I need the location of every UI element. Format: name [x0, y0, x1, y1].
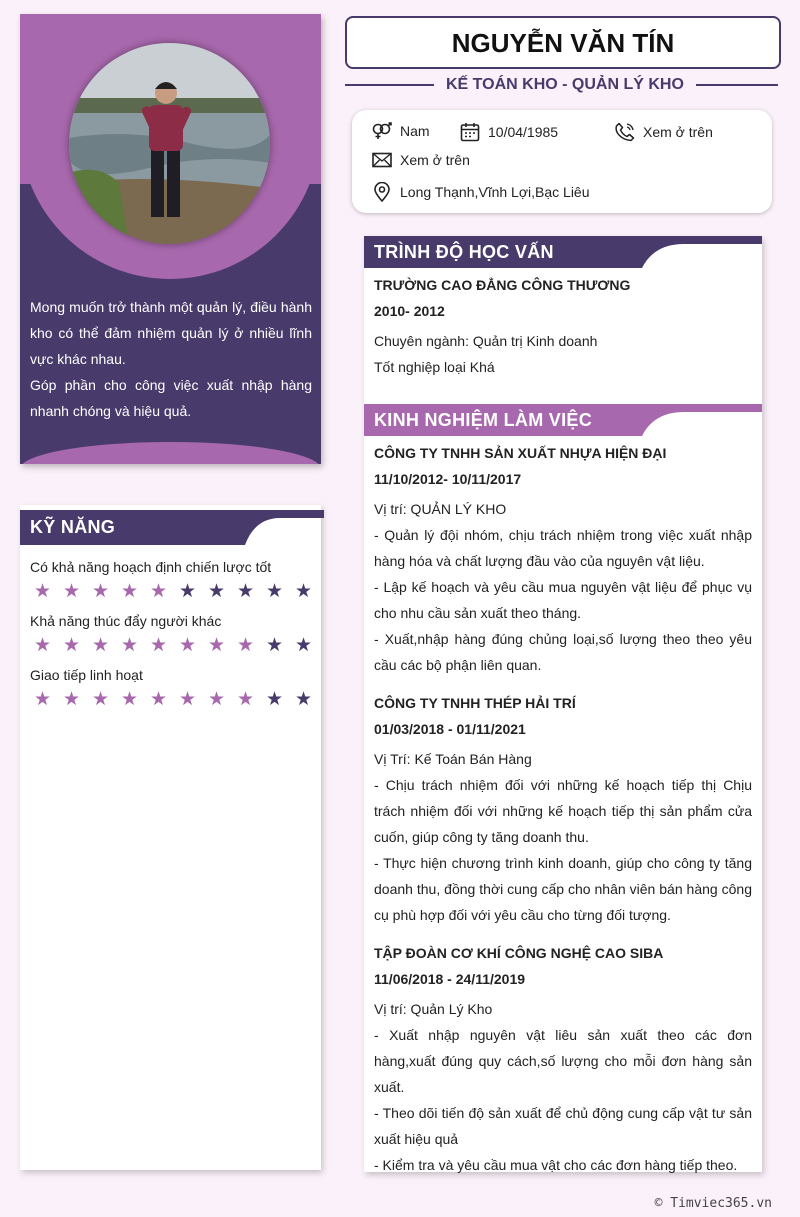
- star-filled-icon: ★: [236, 635, 255, 656]
- star-filled-icon: ★: [62, 635, 81, 656]
- star-filled-icon: ★: [91, 581, 110, 602]
- calendar-icon: [460, 122, 480, 142]
- address-row: [372, 182, 590, 202]
- objective-paragraph: Mong muốn trở thành một quản lý, điều hành kho có thể đảm nhiệm quản lý ở nhiều lĩnh vực khác nhau.: [30, 299, 312, 367]
- education-period: 2010- 2012: [374, 303, 445, 319]
- gender-icon: [372, 122, 392, 140]
- skill-item: [20, 667, 321, 712]
- star-empty-icon: ★: [294, 689, 313, 710]
- education-content: [364, 272, 762, 380]
- career-objective: [30, 294, 312, 424]
- profile-footer-bg: [20, 442, 321, 464]
- star-empty-icon: ★: [207, 581, 226, 602]
- star-filled-icon: ★: [207, 689, 226, 710]
- gender-value: Nam: [400, 123, 430, 139]
- star-filled-icon: ★: [149, 581, 168, 602]
- star-filled-icon: ★: [236, 689, 255, 710]
- star-empty-icon: ★: [178, 581, 197, 602]
- job-duty: - Thực hiện chương trình kinh doanh, giúp cho công ty tăng doanh thu, đồng thời cung cấp cho nhân viên bán hàng công cụ phù hợp đối với yêu cầu cho từng đối tượng.: [374, 855, 752, 923]
- star-filled-icon: ★: [149, 635, 168, 656]
- skill-item: [20, 559, 321, 604]
- star-filled-icon: ★: [120, 635, 139, 656]
- birthday-value: 10/04/1985: [488, 124, 559, 140]
- skill-rating: [28, 688, 321, 712]
- job-duty: - Xuất,nhập hàng đúng chủng loại,số lượng theo theo yêu cầu các bộ phận liên quan.: [374, 631, 752, 673]
- job-period: 01/03/2018 - 01/11/2021: [374, 721, 526, 737]
- star-filled-icon: ★: [91, 689, 110, 710]
- star-empty-icon: ★: [265, 581, 284, 602]
- company-name: TẬP ĐOÀN CƠ KHÍ CÔNG NGHỆ CAO SIBA: [374, 945, 664, 961]
- gender-row: [372, 122, 430, 140]
- job-duty: - Lập kế hoạch và yêu cầu mua nguyên vật liệu để phục vụ cho nhu cầu sản xuất theo tháng.: [374, 579, 752, 621]
- main-content-card: [364, 236, 762, 1172]
- email-icon: [372, 152, 392, 168]
- skill-item: [20, 613, 321, 658]
- job-duty: - Kiểm tra và yêu cầu mua vật cho các đơn hàng tiếp theo.: [374, 1157, 738, 1173]
- skills-header: [20, 510, 321, 545]
- experience-heading: KINH NGHIỆM LÀM VIỆC: [374, 410, 593, 430]
- star-empty-icon: ★: [294, 581, 313, 602]
- star-filled-icon: ★: [120, 581, 139, 602]
- experience-header: [364, 404, 762, 436]
- job-entry: [374, 690, 752, 928]
- location-pin-icon: [372, 182, 392, 202]
- job-title: KẾ TOÁN KHO - QUẢN LÝ KHO: [434, 74, 696, 96]
- education-heading: TRÌNH ĐỘ HỌC VẤN: [374, 242, 554, 262]
- skills-heading: KỸ NĂNG: [30, 517, 116, 537]
- star-filled-icon: ★: [149, 689, 168, 710]
- skill-name: Giao tiếp linh hoạt: [30, 667, 143, 683]
- phone-row: [615, 122, 713, 142]
- job-position: Vị trí: Quản Lý Kho: [374, 1001, 493, 1017]
- star-filled-icon: ★: [62, 581, 81, 602]
- star-filled-icon: ★: [178, 689, 197, 710]
- skill-name: Khả năng thúc đẩy người khác: [30, 613, 222, 629]
- phone-value: Xem ở trên: [643, 124, 713, 140]
- job-position: Vị Trí: Kế Toán Bán Hàng: [374, 751, 532, 767]
- star-filled-icon: ★: [33, 689, 52, 710]
- job-duty: - Xuất nhập nguyên vật liêu sản xuất theo các đơn hàng,xuất đúng quy cách,số lượng cho mỗi đơn hàng sản xuất.: [374, 1027, 752, 1095]
- job-duty: - Theo dõi tiến độ sản xuất để chủ động cung cấp vật tư sản xuất hiệu quả: [374, 1105, 752, 1147]
- education-header: [364, 236, 762, 268]
- education-detail: Chuyên ngành: Quản trị Kinh doanh: [374, 333, 598, 349]
- job-entry: [374, 440, 752, 678]
- address-value: Long Thạnh,Vĩnh Lợi,Bạc Liêu: [400, 184, 590, 200]
- job-period: 11/06/2018 - 24/11/2019: [374, 971, 526, 987]
- skill-name: Có khả năng hoạch định chiến lược tốt: [30, 559, 272, 575]
- phone-icon: [615, 122, 635, 142]
- star-empty-icon: ★: [294, 635, 313, 656]
- experience-list: [364, 440, 762, 1178]
- job-entry: [374, 940, 752, 1178]
- skills-list: [20, 559, 321, 712]
- job-duty: - Quản lý đội nhóm, chịu trách nhiệm trong việc xuất nhập hàng hóa và chất lượng đầu vào của nguyên vật liệu.: [374, 527, 752, 569]
- objective-paragraph: Góp phần cho công việc xuất nhập hàng nhanh chóng và hiệu quả.: [30, 377, 312, 419]
- profile-card: [20, 14, 321, 464]
- email-value: Xem ở trên: [400, 152, 470, 168]
- candidate-name: NGUYỄN VĂN TÍN: [345, 16, 781, 69]
- job-duty: - Chịu trách nhiệm đối với những kế hoạch tiếp thị Chịu trách nhiệm đối với những kế hoạch tiếp thị sản phẩm cửa cuốn, giúp công ty tăng doanh thu.: [374, 777, 752, 845]
- star-empty-icon: ★: [265, 635, 284, 656]
- star-filled-icon: ★: [33, 581, 52, 602]
- contact-info: [352, 110, 772, 213]
- job-period: 11/10/2012- 10/11/2017: [374, 471, 522, 487]
- skills-section: [20, 505, 321, 1170]
- avatar-photo: [69, 43, 270, 244]
- education-detail: Tốt nghiệp loại Khá: [374, 359, 495, 375]
- star-filled-icon: ★: [33, 635, 52, 656]
- email-row: [372, 152, 470, 168]
- star-empty-icon: ★: [236, 581, 255, 602]
- star-filled-icon: ★: [207, 635, 226, 656]
- birthday-row: [460, 122, 558, 142]
- skill-rating: [28, 634, 321, 658]
- star-filled-icon: ★: [62, 689, 81, 710]
- star-filled-icon: ★: [120, 689, 139, 710]
- footer-credit: © Timviec365.vn: [654, 1196, 772, 1211]
- company-name: CÔNG TY TNHH SẢN XUẤT NHỰA HIỆN ĐẠI: [374, 445, 667, 461]
- job-position: Vị trí: QUẢN LÝ KHO: [374, 501, 507, 517]
- school-name: TRƯỜNG CAO ĐẲNG CÔNG THƯƠNG: [374, 277, 631, 293]
- star-empty-icon: ★: [265, 689, 284, 710]
- skill-rating: [28, 580, 321, 604]
- star-filled-icon: ★: [178, 635, 197, 656]
- company-name: CÔNG TY TNHH THÉP HẢI TRÍ: [374, 695, 576, 711]
- star-filled-icon: ★: [91, 635, 110, 656]
